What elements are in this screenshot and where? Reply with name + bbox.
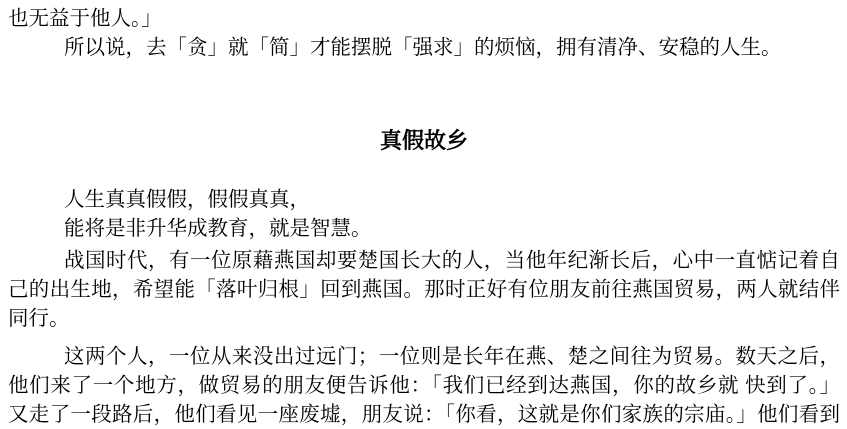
conclusion-paragraph: 所以说，去「贪」就「简」才能摆脱「强求」的烦恼，拥有清净、安稳的人生。 — [64, 37, 782, 59]
previous-paragraph-last-line: 也无益于他人。」 — [8, 8, 162, 30]
story-2-line-3: 又走了一段路后，他们看见一座废墟，朋友说：「你看，这就是你们家族的宗庙。」他们看到 — [8, 404, 840, 426]
story-paragraph-2 — [8, 343, 840, 429]
verse-block — [64, 186, 840, 244]
chapter-title: 真假故乡 — [379, 128, 468, 153]
story-paragraph-1 — [8, 247, 840, 334]
story-2-line-1: 这两个人，一位从来没出过远门；一位则是长年在燕、楚之间往为贸易。数天之后， — [64, 346, 840, 368]
story-1-line-1: 战国时代，有一位原藉燕国却要楚国长大的人，当他年纪渐长后，心中一直惦记着自 — [64, 250, 840, 272]
story-2-line-2: 他们来了一个地方，做贸易的朋友便告诉他：「我们已经到达燕国，你的故乡就 快到了。」 — [8, 375, 840, 397]
verse-line-2: 能将是非升华成教育，就是智慧。 — [64, 218, 372, 240]
verse-line-1: 人生真真假假，假假真真， — [64, 189, 310, 211]
story-1-line-2: 己的出生地，希望能「落叶归根」回到燕国。那时正好有位朋友前往燕国贸易，两人就结伴 — [8, 279, 840, 301]
story-1-line-3: 同行。 — [8, 308, 70, 330]
